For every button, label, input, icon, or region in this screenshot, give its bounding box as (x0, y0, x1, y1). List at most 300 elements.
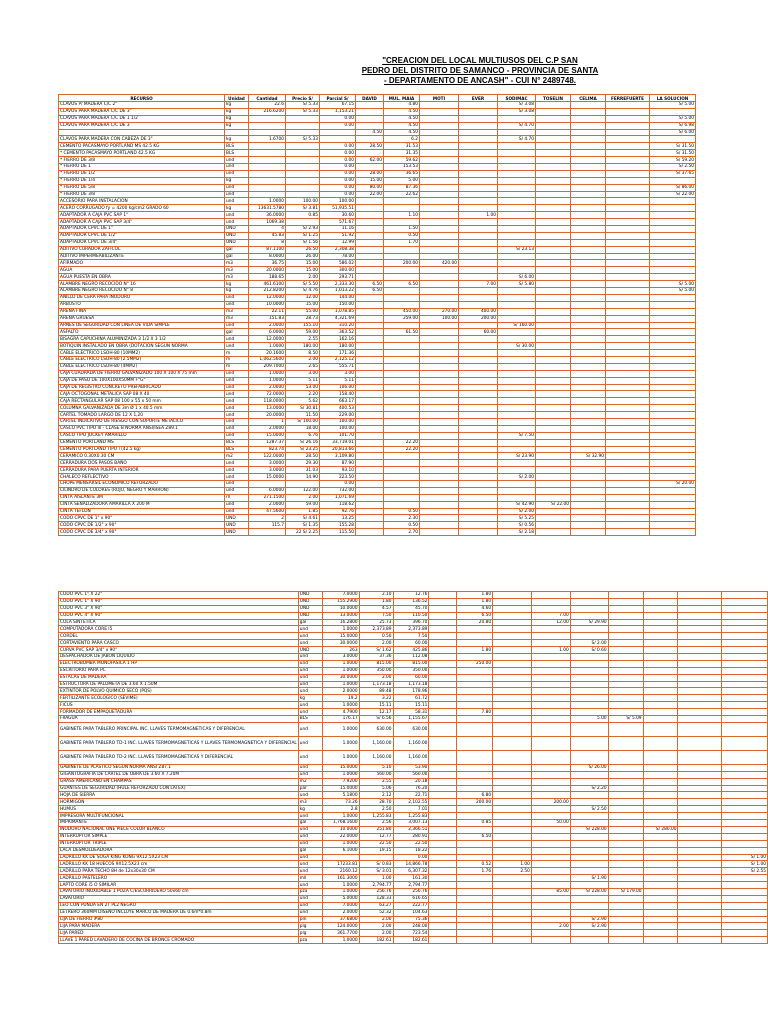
table-row (59, 681, 768, 688)
table-row (59, 902, 768, 909)
table-cell (608, 598, 643, 605)
table-cell: 209.7000 (249, 363, 286, 370)
table-row (59, 487, 696, 494)
table-cell (420, 377, 459, 384)
table-cell: 0.00 (320, 122, 356, 129)
table-cell: 0.85 (286, 212, 320, 219)
table-cell: 1,160.00 (393, 736, 429, 750)
table-cell (608, 764, 643, 771)
table-cell (429, 868, 457, 875)
table-cell (457, 930, 493, 937)
table-cell (643, 937, 678, 944)
table-cell (650, 246, 696, 253)
table-cell (643, 792, 678, 799)
table-cell (493, 882, 532, 889)
table-cell (678, 875, 722, 882)
table-cell (429, 667, 457, 674)
document-title (330, 56, 630, 86)
table-cell (531, 750, 570, 764)
table-cell: 20,813.66 (320, 446, 356, 453)
table-cell (531, 702, 570, 709)
table-cell (722, 799, 768, 806)
table-cell: 293.71 (320, 274, 356, 281)
table-row (59, 895, 768, 902)
table-cell: 212.8200 (249, 288, 286, 295)
table-cell (531, 736, 570, 750)
table-cell (459, 294, 498, 301)
table-cell (420, 446, 459, 453)
table-row (59, 764, 768, 771)
table-cell: ADAPTADOR CPVC DE 1" (59, 226, 225, 233)
table-cell (286, 115, 320, 122)
table-cell: plg (298, 923, 322, 930)
table-cell: 110.50 (393, 612, 429, 619)
table-cell (606, 467, 650, 474)
table-cell (249, 129, 286, 136)
table-cell: IMPRESORA MULTIFUNCIONAL (59, 813, 299, 820)
table-cell (498, 170, 536, 177)
table-cell (536, 418, 571, 425)
table-cell (420, 232, 459, 239)
table-cell (498, 115, 536, 122)
table-cell: 250.00 (457, 660, 493, 667)
table-cell (249, 170, 286, 177)
table-row (59, 391, 696, 398)
table-cell (650, 226, 696, 233)
table-cell (536, 446, 571, 453)
table-cell: kg (225, 205, 249, 212)
table-cell: S/ 2.20 (570, 785, 608, 792)
table-cell (606, 474, 650, 481)
table-cell (722, 888, 768, 895)
table-cell (608, 820, 643, 827)
table-cell: und (298, 681, 322, 688)
table-cell (459, 170, 498, 177)
table-row (59, 480, 696, 487)
table-cell (722, 660, 768, 667)
table-cell: LEO CON PUNDA EN 2T PL2 NEGRO (59, 902, 299, 909)
table-cell (531, 854, 570, 861)
table-row (59, 425, 696, 432)
table-cell: S/ 0.60 (570, 647, 608, 654)
table-row (59, 792, 768, 799)
table-row (59, 418, 696, 425)
table-cell: 5.62 (286, 398, 320, 405)
table-row (59, 633, 768, 640)
table-row (59, 750, 768, 764)
table-cell (420, 453, 459, 460)
table-cell (493, 722, 532, 736)
table-cell (722, 674, 768, 681)
table-cell (643, 750, 678, 764)
table-cell (498, 329, 536, 336)
table-cell (356, 480, 384, 487)
table-cell: 4.7900 (322, 709, 359, 716)
table-cell: 15.0000 (322, 785, 359, 792)
table-cell: LAPTO CORE i5 O SIMILAR (59, 882, 299, 889)
table-cell (678, 709, 722, 716)
table-cell (643, 764, 678, 771)
table-cell: mll (298, 875, 322, 882)
table-cell: 1.0000 (322, 722, 359, 736)
table-cell: 4.50 (384, 108, 420, 115)
table-cell: CASCO PVC TIPO III - CLASE B NORMA ANSI/ISEA Z89.1 (59, 425, 225, 432)
table-cell (498, 212, 536, 219)
table-cell (650, 446, 696, 453)
table-cell (531, 785, 570, 792)
table-cell (493, 716, 532, 723)
table-cell (608, 875, 643, 882)
table-cell: S/ 23.90 (498, 453, 536, 460)
table-cell: m2 (225, 453, 249, 460)
table-cell: S/ 31.50 (650, 150, 696, 157)
table-cell (650, 329, 696, 336)
table-cell (429, 681, 457, 688)
table-cell (457, 750, 493, 764)
table-cell (356, 467, 384, 474)
table-cell (457, 674, 493, 681)
table-cell: 6.80 (457, 792, 493, 799)
table-cell: AGUA (59, 267, 225, 274)
table-cell (429, 847, 457, 854)
table-cell: 4.50 (384, 129, 420, 136)
table-cell: 0.00 (320, 115, 356, 122)
table-cell (650, 453, 696, 460)
table-cell: CLAVOS PARA MADERA CON CABEZA DE 3" (59, 136, 225, 143)
table-cell (498, 184, 536, 191)
table-cell (359, 854, 393, 861)
table-cell (498, 391, 536, 398)
table-cell: 61.72 (393, 695, 429, 702)
table-cell (571, 294, 606, 301)
table-cell: 200.00 (457, 799, 493, 806)
table-cell (606, 391, 650, 398)
table-cell: 100.00 (420, 315, 459, 322)
table-cell: S/ 5.00 (650, 102, 696, 109)
table-cell (429, 840, 457, 847)
table-cell: 22.50 (359, 840, 393, 847)
table-cell (570, 909, 608, 916)
table-row (59, 143, 696, 150)
table-row (59, 799, 768, 806)
table-cell: kg (225, 281, 249, 288)
table-cell: pza (298, 888, 322, 895)
table-cell (356, 515, 384, 522)
table-cell (606, 343, 650, 350)
table-cell (722, 820, 768, 827)
table-cell (571, 501, 606, 508)
table-cell (606, 246, 650, 253)
table-cell: 92.76 (320, 508, 356, 515)
table-cell (493, 667, 532, 674)
table-cell: LIJA PARED (59, 930, 299, 937)
table-cell (429, 688, 457, 695)
table-cell (571, 398, 606, 405)
table-cell (722, 875, 768, 882)
table-cell: ARBUSTO (59, 301, 225, 308)
table-cell: und (225, 384, 249, 391)
table-cell (536, 453, 571, 460)
table-cell (531, 716, 570, 723)
table-cell (643, 895, 678, 902)
table-cell: 15.11 (393, 702, 429, 709)
table-cell (498, 164, 536, 171)
table-cell: 1.0000 (322, 840, 359, 847)
table-cell: CODO CPVC DE 1/2" x 90° (59, 522, 225, 529)
table-row (59, 806, 768, 813)
table-cell (457, 813, 493, 820)
table-cell (678, 833, 722, 840)
table-cell (606, 267, 650, 274)
table-cell (571, 115, 606, 122)
table-row (59, 115, 696, 122)
table-cell: 2,794.77 (359, 882, 393, 889)
table-cell (570, 771, 608, 778)
table-cell: S/ 4.61 (286, 515, 320, 522)
table-cell: 22.0000 (322, 833, 359, 840)
table-cell: 155.28 (320, 522, 356, 529)
table-cell (571, 177, 606, 184)
table-cell: S/ 2.50 (570, 806, 608, 813)
table-cell (536, 432, 571, 439)
table-cell (384, 480, 420, 487)
table-cell (536, 425, 571, 432)
table-cell (429, 647, 457, 654)
table-cell (722, 722, 768, 736)
table-cell: m3 (225, 260, 249, 267)
table-cell (606, 508, 650, 515)
table-cell (493, 681, 532, 688)
table-cell (678, 654, 722, 661)
table-cell (286, 170, 320, 177)
table-cell (356, 294, 384, 301)
table-cell (643, 916, 678, 923)
table-cell (420, 267, 459, 274)
table-cell: 3.0000 (249, 460, 286, 467)
table-cell: ADAPTADOR CPVC DE 3/4" (59, 239, 225, 246)
table-cell (459, 136, 498, 143)
table-cell: 2.8 (322, 806, 359, 813)
table-cell (459, 177, 498, 184)
table-cell: S/ 20.00 (650, 480, 696, 487)
table-cell (356, 301, 384, 308)
table-cell (678, 861, 722, 868)
table-cell: 1.00 (531, 647, 570, 654)
table-cell (420, 391, 459, 398)
table-cell: CURVA PVC SAP 3/4" x 90° (59, 647, 299, 654)
table-cell (531, 833, 570, 840)
table-cell: 2.0000 (249, 501, 286, 508)
table-cell: UND (298, 612, 322, 619)
table-cell: ADAPTADOR A CAJA PVC SAP 3/4" (59, 219, 225, 226)
table-cell (249, 184, 286, 191)
table-cell: 0.50 (384, 522, 420, 529)
table-cell: 7.00 (459, 281, 498, 288)
table-cell (570, 702, 608, 709)
table-cell: S/ 26.16 (286, 439, 320, 446)
table-cell: S/ 3.01 (359, 868, 393, 875)
table-cell (320, 129, 356, 136)
table-cell (493, 875, 532, 882)
table-cell (722, 598, 768, 605)
table-cell (650, 274, 696, 281)
table-cell: 2.0000 (322, 688, 359, 695)
table-cell (678, 736, 722, 750)
table-cell: 85.00 (531, 888, 570, 895)
table-cell (606, 446, 650, 453)
table-cell (606, 453, 650, 460)
table-cell (536, 412, 571, 419)
table-cell: INTERRUPTOR TRIPLE (59, 840, 299, 847)
table-cell: 59.00 (286, 329, 320, 336)
table-cell: 5.10 (359, 764, 393, 771)
table-cell: S/ 22.00 (650, 191, 696, 198)
table-cell (420, 288, 459, 295)
table-cell: MOTI (420, 95, 459, 102)
table-cell: LAVATORIO INOXIDABLE 1 POZA C/ESCURRIDERO 50x60 cm (59, 888, 299, 895)
table-cell: S/ 2.00 (498, 508, 536, 515)
table-cell (493, 619, 532, 626)
table-cell (459, 453, 498, 460)
table-cell (536, 343, 571, 350)
table-cell: 1 (249, 418, 286, 425)
table-cell: 155.10 (286, 322, 320, 329)
table-cell: und (298, 833, 322, 840)
table-cell (722, 826, 768, 833)
table-cell (384, 219, 420, 226)
table-cell (678, 764, 722, 771)
table-cell (606, 405, 650, 412)
table-cell: kg (225, 288, 249, 295)
table-cell: 3.22 (359, 695, 393, 702)
table-cell (459, 384, 498, 391)
table-cell (493, 709, 532, 716)
table-cell (606, 522, 650, 529)
table-cell: 80.00 (356, 184, 384, 191)
table-cell (356, 474, 384, 481)
table-cell: 53.00 (286, 384, 320, 391)
table-cell (493, 736, 532, 750)
table-row (59, 598, 768, 605)
table-cell (459, 391, 498, 398)
table-cell (643, 688, 678, 695)
table-cell: 248.00 (393, 923, 429, 930)
table-row (59, 446, 696, 453)
table-cell (429, 895, 457, 902)
table-cell: 2.0000 (249, 322, 286, 329)
table-row (59, 522, 696, 529)
table-cell: und (225, 219, 249, 226)
table-cell: 1.0000 (322, 888, 359, 895)
table-cell (498, 198, 536, 205)
table-cell (606, 322, 650, 329)
table-cell: und (298, 854, 322, 861)
table-cell: UND (225, 239, 249, 246)
table-cell (420, 356, 459, 363)
table-cell: 5.06 (359, 785, 393, 792)
title-line-2: PEDRO DEL DISTRITO DE SAMANCO - PROVINCIA DE SANTA (361, 66, 599, 75)
table-cell (459, 474, 498, 481)
table-cell: S/ 5.09 (608, 716, 643, 723)
table-cell (536, 288, 571, 295)
table-cell: und (298, 654, 322, 661)
table-cell: S/ 5.00 (650, 288, 696, 295)
table-cell (606, 501, 650, 508)
table-cell (606, 108, 650, 115)
table-cell (493, 895, 532, 902)
table-cell: S/ 5.33 (286, 108, 320, 115)
table-cell: par (298, 785, 322, 792)
table-cell (606, 157, 650, 164)
table-cell (536, 191, 571, 198)
table-cell: 20.18 (393, 778, 429, 785)
table-row (59, 170, 696, 177)
table-cell: 31.03 (286, 467, 320, 474)
table-cell (384, 198, 420, 205)
table-cell: S/ 1.00 (722, 854, 768, 861)
table-cell: 75.36 (393, 916, 429, 923)
table-cell (384, 412, 420, 419)
table-cell: 723.54 (393, 930, 429, 937)
table-cell: 4.80 (384, 102, 420, 109)
table-cell: und (298, 702, 322, 709)
table-cell (678, 909, 722, 916)
table-cell (608, 833, 643, 840)
table-cell (571, 191, 606, 198)
table-cell (608, 813, 643, 820)
table-cell: m3 (225, 308, 249, 315)
table-cell (536, 522, 571, 529)
table-cell: und (298, 750, 322, 764)
table-cell: 361.7700 (322, 930, 359, 937)
table-cell: ADAPTADOR CPVC DE 1/2" (59, 232, 225, 239)
table-cell (643, 626, 678, 633)
table-cell: S/ 5.33 (286, 102, 320, 109)
table-cell (643, 847, 678, 854)
table-cell (459, 129, 498, 136)
table-cell (498, 260, 536, 267)
table-cell: BLS (225, 439, 249, 446)
table-row (59, 833, 768, 840)
table-row (59, 226, 696, 233)
table-cell (493, 654, 532, 661)
table-cell (643, 806, 678, 813)
table-cell: 118.62 (320, 501, 356, 508)
table-cell (678, 702, 722, 709)
table-cell (429, 605, 457, 612)
table-cell: Precio S/ (286, 95, 320, 102)
table-cell (570, 709, 608, 716)
table-cell (420, 474, 459, 481)
table-cell (650, 219, 696, 226)
table-cell (493, 833, 532, 840)
table-cell: 1.50 (384, 226, 420, 233)
table-cell (643, 861, 678, 868)
table-cell (643, 875, 678, 882)
table-cell: INODORO NACIONAL ONE PIECE COLOR BLANCO (59, 826, 299, 833)
table-cell: 223.50 (320, 474, 356, 481)
table-cell (420, 212, 459, 219)
table-cell (429, 937, 457, 944)
table-cell (420, 432, 459, 439)
table-cell: S/ 4.76 (286, 288, 320, 295)
table-cell (457, 909, 493, 916)
table-cell (571, 274, 606, 281)
table-cell (356, 308, 384, 315)
table-cell (570, 792, 608, 799)
table-cell (459, 446, 498, 453)
table-cell: und (225, 336, 249, 343)
